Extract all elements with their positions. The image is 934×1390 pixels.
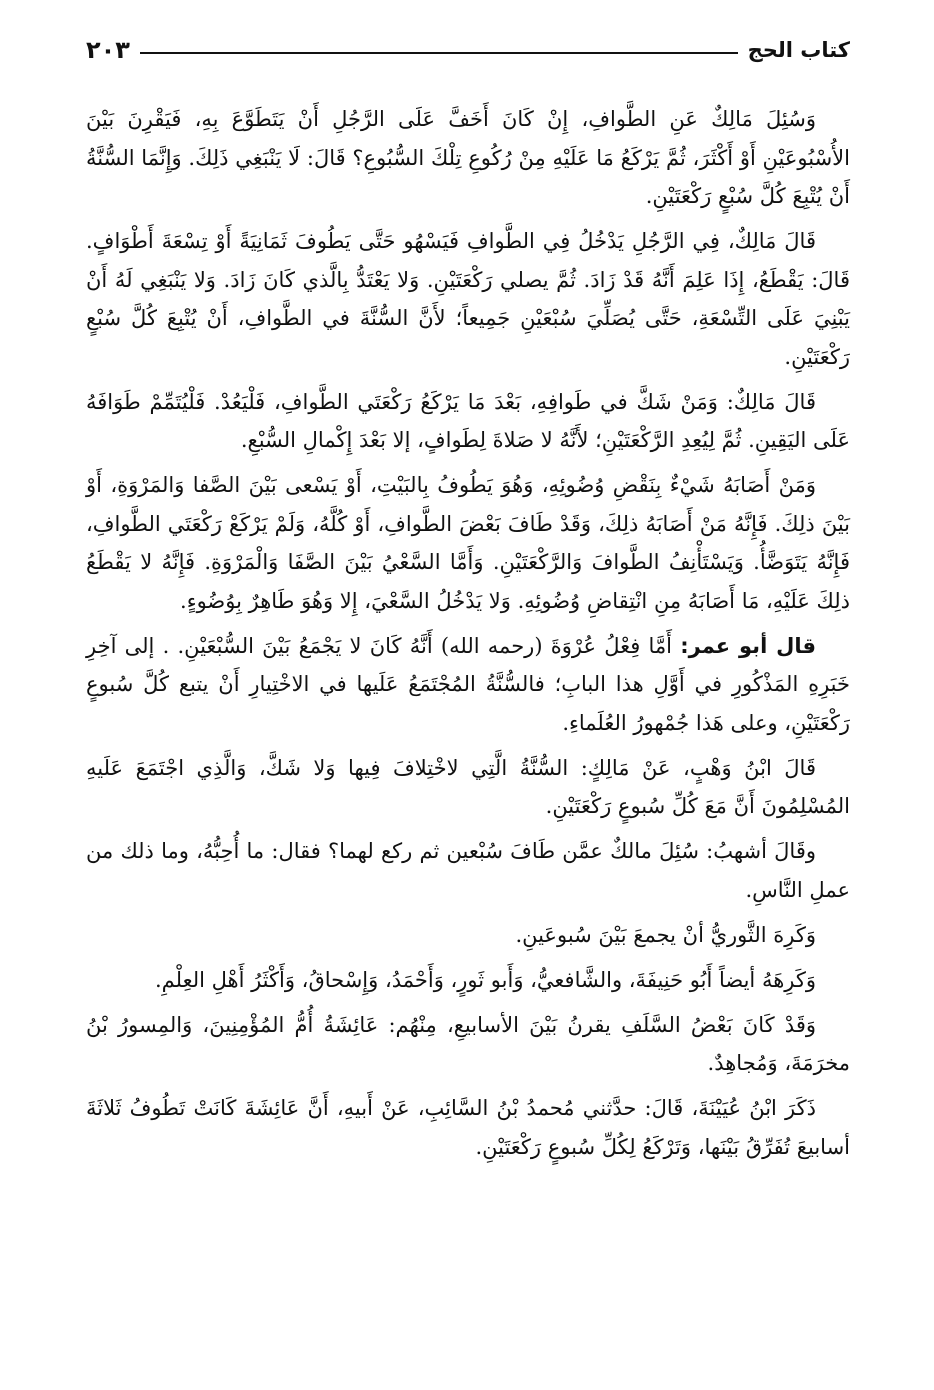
paragraph-8 xyxy=(86,916,850,955)
header-rule xyxy=(140,52,738,54)
paragraph-4 xyxy=(86,466,850,620)
paragraph-text: وَكَرِهَ الثَّوريُّ أنْ يجمعَ بَيْنَ سُبوعَينِ. xyxy=(515,922,816,947)
paragraph-2 xyxy=(86,222,850,376)
paragraph-text: وقَالَ أشهبُ: سُئِلَ مالكٌ عمَّن طَافَ سُبْعين ثم ركع لهما؟ فقال: ما أُحِبُّهُ، وما ذلك من عملِ النَّاسِ. xyxy=(86,839,850,902)
paragraph-text: أَمَّا فِعْلُ عُرْوَةَ (رحمه الله) أَنَّهُ كَانَ لا يَجْمَعُ بَيْنَ السُّبْعَيْنِ. . إلى آخِرِ خَبَرِهِ المَذْكُورِ في أَوَّلِ هذا البابِ؛ فالسُّنَّةُ المُجْتَمَعُ عَلَيها في الاخْتِيارِ أَنْ يتبع كُلَّ سُبوعٍ رَكْعَتَيْنِ، وعلى هَذا جُمْهورُ العُلَماءِ. xyxy=(86,633,850,735)
paragraph-text: وَسُئِلَ مَالِكٌ عَنِ الطَّوافِ، إِنْ كَانَ أَخَفَّ عَلَى الرَّجُلِ أَنْ يَتَطَوَّعَ بِهِ، فَيَقْرِنَ بَيْنَ الأُسْبُوعَيْنِ أَوْ أَكْثَرَ، ثُمَّ يَرْكَعُ مَا عَلَيْهِ مِنْ رُكُوعِ تِلْكَ السُّبُوعِ؟ قَالَ: لَا يَنْبَغِي ذَلِكَ. وَإِنَّمَا السُّنَّةُ أَنْ يُتْبِعَ كُلَّ سُبْعٍ رَكْعَتَيْنِ. xyxy=(86,107,850,208)
paragraph-text: وَكَرِهَهُ أيضاً أَبُو حَنِيفَةَ، والشَّافعيُّ، وَأَبو ثَورٍ، وَأَحْمَدُ، وَإِسْحاقُ، وَأَكْثَرُ أَهْلِ العِلْمِ. xyxy=(154,967,816,992)
paragraph-11 xyxy=(86,1089,850,1166)
paragraph-3 xyxy=(86,383,850,460)
paragraph-text: ذَكَرَ ابْنُ عُيَيْنَةَ، قَالَ: حدَّثني مُحمدُ بْنُ السَّائِبِ، عَنْ أَبيهِ، أَنَّ عَائِشَةَ كَانَتْ تَطُوفُ ثَلاثَةَ أسابيعَ تُفَرِّقُ بَيْنَها، وَتَرْكَعُ لِكُلِّ سُبوعٍ رَكْعَتَيْنِ. xyxy=(86,1096,850,1159)
page-number: ٢٠٣ xyxy=(86,36,130,64)
paragraph-1 xyxy=(86,100,850,216)
paragraph-text: وَقَدْ كَانَ بَعْضُ السَّلَفِ يقرنُ بَيْنَ الأسابيعِ، مِنْهُم: عَائِشَةُ أُمُّ المُؤْمِنِينَ، وَالمِسورُ بْنُ مخرَمَةَ، وَمُجاهِدٌ. xyxy=(86,1012,850,1075)
paragraph-7 xyxy=(86,832,850,909)
paragraph-10 xyxy=(86,1006,850,1083)
speaker-label: قال أبو عمر: xyxy=(680,633,816,658)
paragraph-5 xyxy=(86,627,850,743)
paragraph-9 xyxy=(86,961,850,1000)
paragraph-text: قَالَ ابْنُ وَهْبٍ، عَنْ مَالِكٍ: السُّنَّةُ الَّتِي لاخْتِلافَ فِيها وَلا شَكَّ، وَالَّذِي اجْتَمَعَ عَلَيهِ المُسْلِمُونَ أَنَّ مَعَ كُلِّ سُبوعٍ رَكْعَتَيْنِ. xyxy=(86,755,850,818)
page-header xyxy=(86,26,850,66)
paragraph-text: قَالَ مَالِكٌ: وَمَنْ شَكَّ في طَوافِهِ، بَعْدَ مَا يَرْكَعُ رَكْعَتَي الطَّوافِ، فَلْيَعُدْ. فَلْيُتَمِّمْ طَوَافَهُ عَلَى اليَقِينِ. ثُمَّ لِيُعِدِ الرَّكْعَتَيْنِ؛ لأَنَّهُ لا صَلاةَ لِطَوافٍ، إلا بَعْدَ إِكْمالِ السُّبْعِ. xyxy=(86,389,850,452)
page-body xyxy=(86,100,850,1173)
paragraph-text: وَمَنْ أَصَابَهُ شَيْءٌ بِنَقْضِ وُضُوئِهِ، وَهُوَ يَطُوفُ بِالبَيْتِ، أَوْ يَسْعى بَيْنَ الصَّفا وَالمَرْوَةِ، أَوْ بَيْنَ ذلِكَ. فَإِنَّهُ مَنْ أَصَابَهُ ذلِكَ، وَقَدْ طَافَ بَعْضَ الطَّوافِ، أَوْ كُلَّهُ، وَلَمْ يَرْكَعْ رَكْعَتَي الطَّوافِ، فَإِنَّهُ يَتَوَضَّأُ. وَيَسْتَأْنِفُ الطَّوافَ وَالرَّكْعَتَيْنِ. وَأَمَّا السَّعْيُ بَيْنَ الصَّفَا وَالْمَرْوَةِ. فَإِنَّهُ لا يَقْطَعُ ذلِكَ عَلَيْهِ، مَا أَصَابَهُ مِنِ انْتِقاضِ وُضُوئِهِ. وَلا يَدْخُلُ السَّعْيَ، إِلا وَهُوَ طَاهِرٌ بِوُضُوءٍ. xyxy=(86,473,850,613)
paragraph-6 xyxy=(86,749,850,826)
paragraph-text: قَالَ مَالِكٌ، فِي الرَّجُلِ يَدْخُلُ فِي الطَّوافِ فَيَسْهُو حَتَّى يَطُوفَ ثَمَانِيَةً أَوْ تِسْعَةَ أَطْوَافٍ. قَالَ: يَقْطَعُ، إِذَا عَلِمَ أَنَّهُ قَدْ زَادَ. ثُمَّ يصلي رَكْعَتَيْنِ. وَلا يَعْتَدُّ بِالَّذي كَانَ زَادَ. وَلا يَنْبَغِي لَهُ أَنْ يَبْنِيَ عَلَى التِّسْعَةِ، حَتَّى يُصَلِّيَ سُبْعَيْنِ جَمِيعاً؛ لأَنَّ السُّنَّةَ في الطَّوافِ، أَنْ يُتْبِعَ كُلَّ سُبْعٍ رَكْعَتَيْنِ. xyxy=(86,229,850,369)
chapter-title: كتاب الحج xyxy=(747,38,850,62)
